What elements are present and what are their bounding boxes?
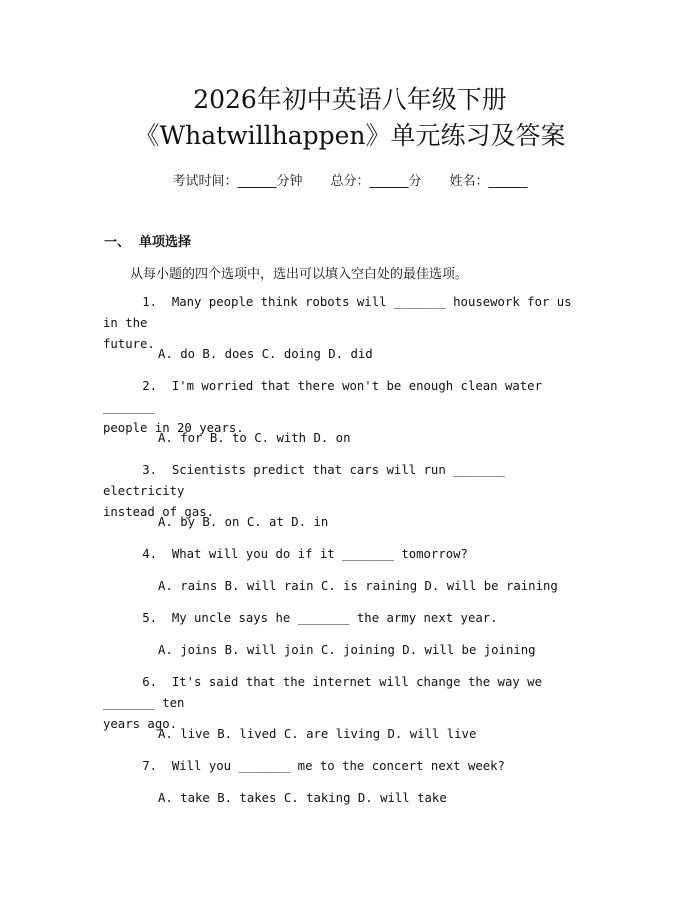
exam-time: 考试时间：______分钟 [172,174,303,189]
question-5 [103,608,593,629]
question-6-options: A. live B. lived C. are living D. will live [158,727,477,741]
document-title-line1: 2026年初中英语八年级下册 [193,85,507,114]
question-number: 5. [142,611,157,625]
question-number: 7. [142,759,157,773]
question-stem: It's said that the internet will change the way we _______ ten [103,675,542,710]
question-number: 2. [142,379,157,393]
question-4 [103,544,593,565]
question-1-options: A. do B. does C. doing D. did [158,347,373,361]
document-title-line2: 《Whatwillhappen》单元练习及答案 [134,121,566,150]
exam-meta [0,170,700,189]
question-7 [103,756,593,777]
section-heading: 一、 单项选择 [104,235,192,250]
section-instruction: 从每小题的四个选项中，选出可以填入空白处的最佳选项。 [130,267,469,282]
question-number: 1. [142,295,157,309]
question-4-options: A. rains B. will rain C. is raining D. will be raining [158,579,558,593]
question-2-options: A. for B. to C. with D. on [158,431,351,445]
student-name: 姓名：______ [449,174,528,189]
question-stem-continued: years ago. [103,717,178,731]
question-number: 6. [142,675,157,689]
question-stem-continued: people in 20 years. [103,421,244,435]
question-stem: Scientists predict that cars will run _______ electricity [103,463,505,498]
question-number: 4. [142,547,157,561]
question-stem: Will you _______ me to the concert next week? [171,759,505,773]
question-number: 3. [142,463,157,477]
question-stem: What will you do if it _______ tomorrow? [171,547,468,561]
question-3-options: A. by B. on C. at D. in [158,515,329,529]
total-score: 总分：______分 [330,174,422,189]
question-7-options: A. take B. takes C. taking D. will take [158,791,447,805]
question-stem: Many people think robots will _______ housework for us in the [103,295,572,330]
question-stem: I'm worried that there won't be enough clean water _______ [103,379,542,414]
question-stem-continued: instead of gas. [103,505,215,519]
question-stem-continued: future. [103,337,155,351]
question-5-options: A. joins B. will join C. joining D. will be joining [158,643,536,657]
question-stem: My uncle says he _______ the army next year. [171,611,498,625]
